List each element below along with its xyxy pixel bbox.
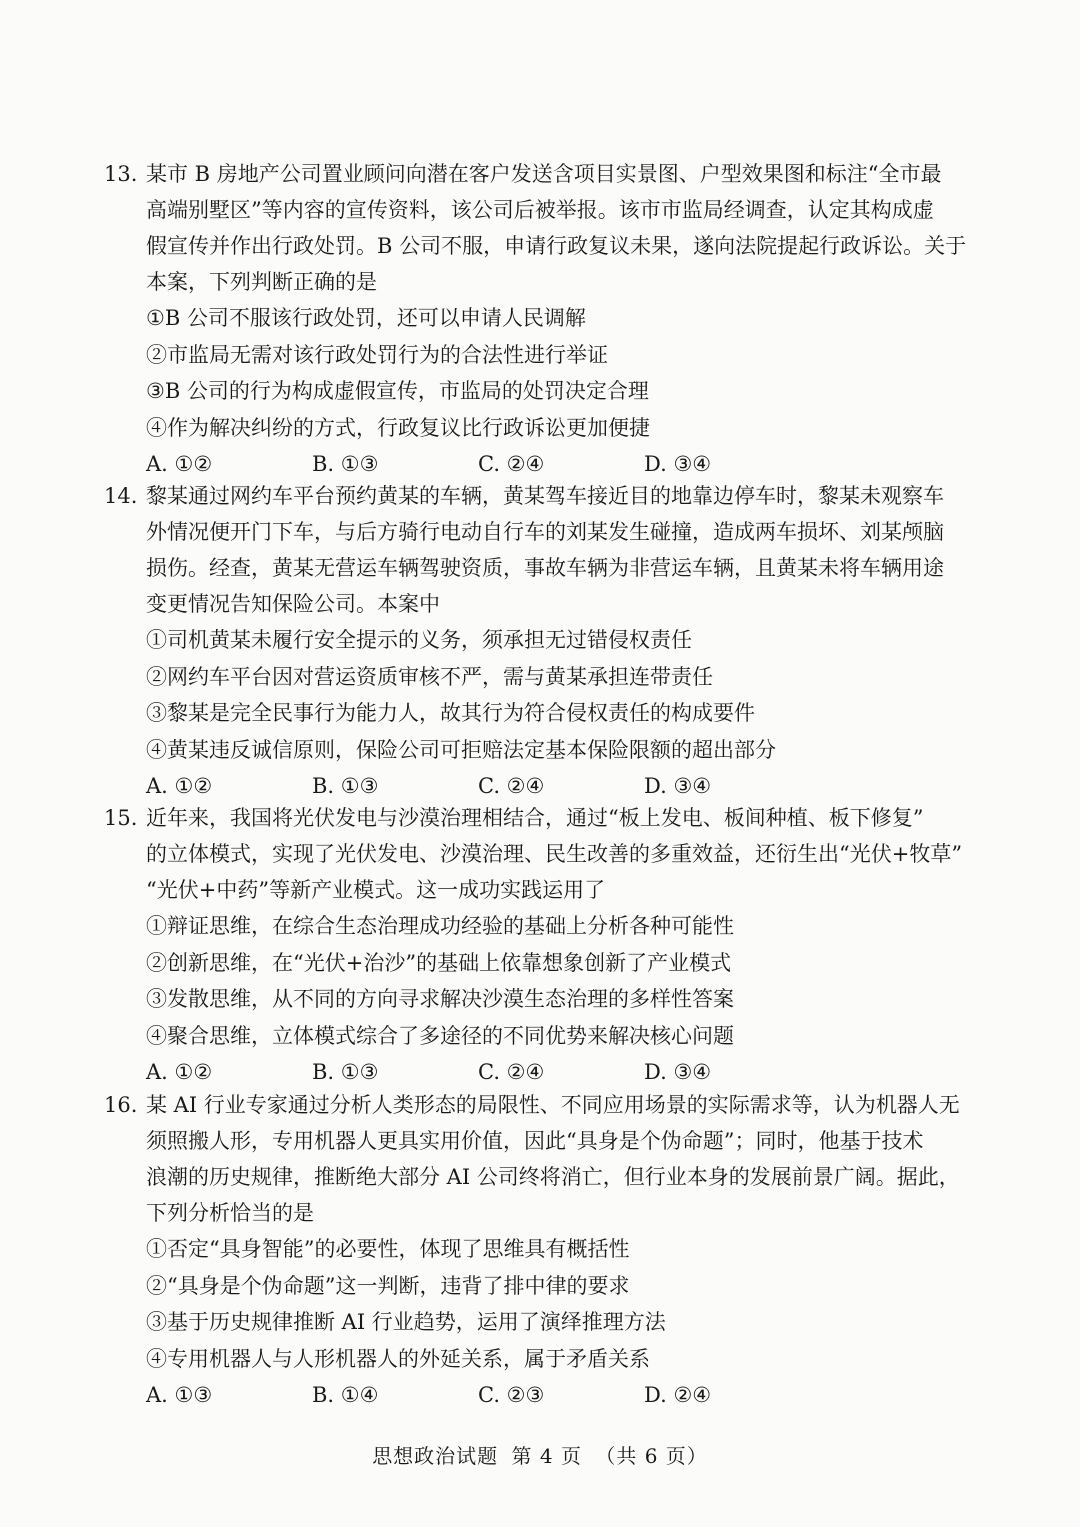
choice-b: B. ①④ xyxy=(312,1383,379,1407)
choice-a: A. ①② xyxy=(146,1060,213,1084)
choice-b: B. ①③ xyxy=(312,1060,379,1084)
statement-option: ④作为解决纠纷的方式，行政复议比行政诉讼更加便捷 xyxy=(146,415,650,440)
question-16 xyxy=(0,1087,1080,1413)
choice-d: D. ③④ xyxy=(644,452,712,476)
stem-line: 下列分析恰当的是 xyxy=(146,1201,314,1225)
stem-line: 某 AI 行业专家通过分析人类形态的局限性、不同应用场景的实际需求等，认为机器人无 xyxy=(146,1093,960,1117)
choice-c: C. ②④ xyxy=(478,452,545,476)
choice-c: C. ②③ xyxy=(478,1383,545,1407)
choice-a: A. ①② xyxy=(146,774,213,798)
statement-option: ①否定“具身智能”的必要性，体现了思维具有概括性 xyxy=(146,1237,630,1261)
statement-option: ②“具身是个伪命题”这一判断，违背了排中律的要求 xyxy=(146,1273,630,1298)
question-body xyxy=(146,478,978,804)
statement-option: ①司机黄某未履行安全提示的义务，须承担无过错侵权责任 xyxy=(146,628,692,652)
statement-option: ④黄某违反诚信原则，保险公司可拒赔法定基本保险限额的超出部分 xyxy=(146,737,776,762)
question-15 xyxy=(0,800,1080,1090)
footer-subject: 思想政治试题 xyxy=(372,1444,499,1468)
question-number: 15. xyxy=(104,806,138,830)
question-body xyxy=(146,1087,978,1413)
answer-choices xyxy=(146,446,978,482)
stem-line: 近年来，我国将光伏发电与沙漠治理相结合，通过“板上发电、板间种植、板下修复” xyxy=(146,806,924,830)
stem-line: 黎某通过网约车平台预约黄某的车辆，黄某驾车接近目的地靠边停车时，黎某未观察车 xyxy=(146,484,944,508)
answer-choices xyxy=(146,1054,978,1090)
stem-line: “光伏+中药”等新产业模式。这一成功实践运用了 xyxy=(146,878,606,902)
question-number: 13. xyxy=(104,162,138,186)
choice-c: C. ②④ xyxy=(478,774,545,798)
statement-option: ③基于历史规律推断 AI 行业趋势，运用了演绎推理方法 xyxy=(146,1310,666,1334)
choice-b: B. ①③ xyxy=(312,452,379,476)
statement-option: ①辩证思维，在综合生态治理成功经验的基础上分析各种可能性 xyxy=(146,914,734,938)
choice-d: D. ③④ xyxy=(644,1060,712,1084)
footer-page-number: 第 4 页 xyxy=(511,1444,582,1468)
statement-option: ①B 公司不服该行政处罚，还可以申请人民调解 xyxy=(146,306,586,330)
choice-d: D. ③④ xyxy=(644,774,712,798)
stem-line: 的立体模式，实现了光伏发电、沙漠治理、民生改善的多重效益，还衍生出“光伏+牧草” xyxy=(146,842,963,866)
stem-line: 某市 B 房地产公司置业顾问向潜在客户发送含项目实景图、户型效果图和标注“全市最 xyxy=(146,162,942,186)
question-number: 14. xyxy=(104,484,138,508)
question-number: 16. xyxy=(104,1093,138,1117)
statement-option: ③黎某是完全民事行为能力人，故其行为符合侵权责任的构成要件 xyxy=(146,701,755,725)
stem-line: 变更情况告知保险公司。本案中 xyxy=(146,592,440,616)
choice-b: B. ①③ xyxy=(312,774,379,798)
statement-option: ②市监局无需对该行政处罚行为的合法性进行举证 xyxy=(146,342,608,367)
statement-option: ②创新思维，在“光伏+治沙”的基础上依靠想象创新了产业模式 xyxy=(146,950,732,975)
statement-option: ③发散思维，从不同的方向寻求解决沙漠生态治理的多样性答案 xyxy=(146,987,734,1011)
statement-option: ②网约车平台因对营运资质审核不严，需与黄某承担连带责任 xyxy=(146,664,713,689)
stem-line: 须照搬人形，专用机器人更具实用价值，因此“具身是个伪命题”；同时，他基于技术 xyxy=(146,1129,924,1153)
question-14 xyxy=(0,478,1080,804)
question-13 xyxy=(0,156,1080,482)
statement-option: ③B 公司的行为构成虚假宣传，市监局的处罚决定合理 xyxy=(146,379,649,403)
stem-line: 损伤。经查，黄某无营运车辆驾驶资质，事故车辆为非营运车辆，且黄某未将车辆用途 xyxy=(146,556,944,580)
statement-option: ④专用机器人与人形机器人的外延关系，属于矛盾关系 xyxy=(146,1346,650,1371)
footer-total-pages: （共 6 页） xyxy=(595,1444,708,1468)
answer-choices xyxy=(146,1377,978,1413)
stem-line: 本案，下列判断正确的是 xyxy=(146,270,377,294)
stem-line: 假宣传并作出行政处罚。B 公司不服，申请行政复议未果，遂向法院提起行政诉讼。关于 xyxy=(146,234,967,258)
question-body xyxy=(146,156,978,482)
choice-a: A. ①② xyxy=(146,452,213,476)
page-footer xyxy=(0,1440,1080,1469)
stem-line: 浪潮的历史规律，推断绝大部分 AI 公司终将消亡，但行业本身的发展前景广阔。据此， xyxy=(146,1165,960,1189)
choice-d: D. ②④ xyxy=(644,1383,712,1407)
statement-option: ④聚合思维，立体模式综合了多途径的不同优势来解决核心问题 xyxy=(146,1023,734,1048)
question-body xyxy=(146,800,978,1090)
choice-c: C. ②④ xyxy=(478,1060,545,1084)
choice-a: A. ①③ xyxy=(146,1383,213,1407)
stem-line: 外情况便开门下车，与后方骑行电动自行车的刘某发生碰撞，造成两车损坏、刘某颅脑 xyxy=(146,520,944,544)
stem-line: 高端别墅区”等内容的宣传资料，该公司后被举报。该市市监局经调查，认定其构成虚 xyxy=(146,198,934,222)
answer-choices xyxy=(146,768,978,804)
